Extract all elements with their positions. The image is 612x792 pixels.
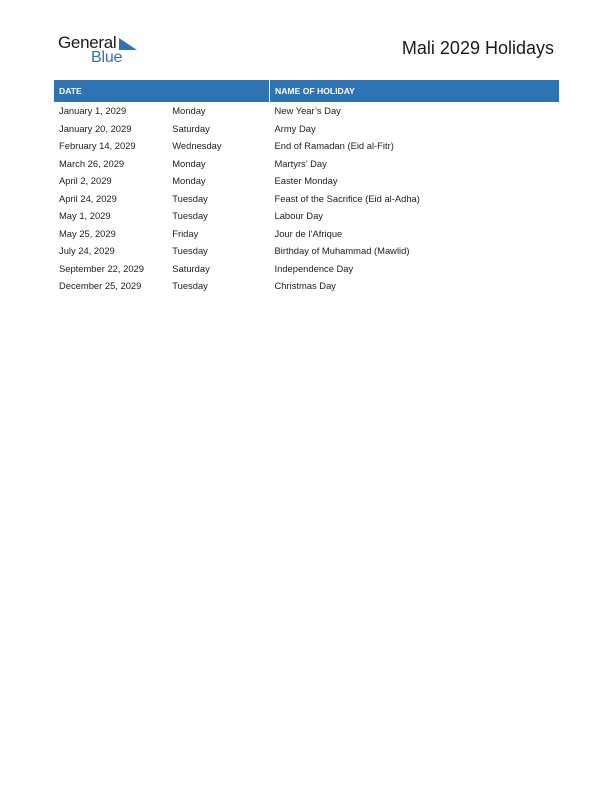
table-row [54, 207, 559, 225]
row-date: May 1, 2029 [59, 210, 111, 222]
row-weekday: Friday [172, 227, 199, 239]
row-date: February 14, 2029 [59, 140, 136, 152]
table-row [54, 120, 559, 138]
row-date: July 24, 2029 [59, 245, 115, 257]
logo [58, 33, 148, 69]
table-row [54, 277, 559, 295]
table-row [54, 137, 559, 155]
row-holiday-name: New Year’s Day [274, 105, 341, 117]
logo-general-text: General [58, 33, 117, 52]
logo-blue-text: Blue [91, 49, 123, 66]
row-date: April 24, 2029 [59, 192, 117, 204]
table-row [54, 155, 559, 173]
holiday-table [54, 80, 559, 295]
row-weekday: Tuesday [172, 192, 208, 204]
row-holiday-name: Labour Day [274, 210, 323, 222]
row-weekday: Monday [172, 157, 206, 169]
row-holiday-name: Birthday of Muhammad (Mawlid) [274, 245, 410, 257]
page-title: Mali 2029 Holidays [401, 38, 554, 58]
row-date: March 26, 2029 [59, 157, 125, 169]
row-weekday: Monday [172, 105, 206, 117]
row-weekday: Monday [172, 175, 206, 187]
row-date: December 25, 2029 [59, 280, 142, 292]
holiday-column-header: NAME OF HOLIDAY [270, 80, 560, 102]
table-row [54, 260, 559, 278]
row-holiday-name: Easter Monday [274, 175, 338, 187]
table-row [54, 242, 559, 260]
row-date: April 2, 2029 [59, 175, 112, 187]
row-holiday-name: Christmas Day [274, 280, 336, 292]
date-column-header: DATE [54, 80, 270, 102]
table-row [54, 190, 559, 208]
row-date: May 25, 2029 [59, 227, 116, 239]
row-holiday-name: Feast of the Sacrifice (Eid al-Adha) [274, 192, 420, 204]
row-holiday-name: End of Ramadan (Eid al-Fitr) [274, 140, 394, 152]
row-date: September 22, 2029 [59, 262, 144, 274]
row-holiday-name: Jour de l’Afrique [274, 227, 343, 239]
table-row [54, 225, 559, 243]
row-weekday: Wednesday [172, 140, 222, 152]
row-weekday: Tuesday [172, 245, 208, 257]
row-holiday-name: Martyrs’ Day [274, 157, 327, 169]
row-date: January 1, 2029 [59, 105, 127, 117]
row-date: January 20, 2029 [59, 122, 132, 134]
table-row [54, 172, 559, 190]
row-weekday: Saturday [172, 262, 210, 274]
table-row [54, 102, 559, 120]
row-holiday-name: Army Day [274, 122, 316, 134]
row-weekday: Saturday [172, 122, 210, 134]
table-header-row [54, 80, 559, 102]
row-holiday-name: Independence Day [274, 262, 354, 274]
row-weekday: Tuesday [172, 280, 208, 292]
row-weekday: Tuesday [172, 210, 208, 222]
